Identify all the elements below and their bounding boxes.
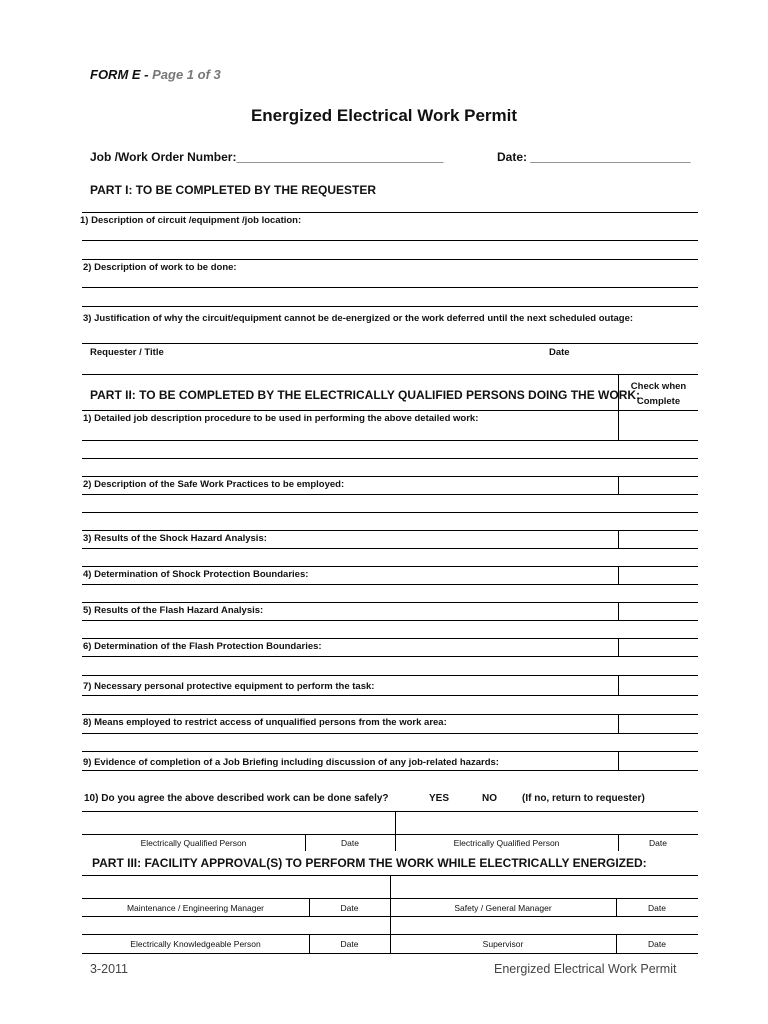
divider xyxy=(82,656,698,657)
divider xyxy=(82,638,698,639)
divider xyxy=(82,306,698,307)
page-indicator: Page 1 of 3 xyxy=(152,67,221,82)
divider xyxy=(82,751,698,752)
check-column-border xyxy=(618,675,619,695)
form-id: FORM E xyxy=(90,67,141,82)
part2-item-6: 6) Determination of the Flash Protection Boundaries: xyxy=(83,641,322,652)
knowledgeable-person-date-label: Date xyxy=(340,939,359,949)
check-column-border xyxy=(618,476,619,494)
check-column-border xyxy=(618,638,619,656)
page-title: Energized Electrical Work Permit xyxy=(250,106,518,125)
part1-item-2: 2) Description of work to be done: xyxy=(83,262,237,273)
divider xyxy=(82,287,698,288)
part2-item-3: 3) Results of the Shock Hazard Analysis: xyxy=(83,533,267,544)
part2-item-7: 7) Necessary personal protective equipment to perform the task: xyxy=(83,681,375,692)
divider xyxy=(82,212,698,213)
maintenance-manager-date-label: Date xyxy=(340,903,359,913)
part2-heading: PART II: TO BE COMPLETED BY THE ELECTRICALLY QUALIFIED PERSONS DOING THE WORK: xyxy=(90,388,641,402)
part3-heading: PART III: FACILITY APPROVAL(S) TO PERFORM THE WORK WHILE ELECTRICALLY ENERGIZED: xyxy=(92,856,647,870)
check-column-border xyxy=(618,751,619,770)
check-column-border xyxy=(618,530,619,548)
footer-revision: 3-2011 xyxy=(90,962,128,976)
divider xyxy=(82,953,698,954)
form-header-separator: - xyxy=(140,67,153,82)
supervisor-label: Supervisor xyxy=(482,939,524,949)
part1-heading: PART I: TO BE COMPLETED BY THE REQUESTER xyxy=(90,183,377,197)
part1-item-3: 3) Justification of why the circuit/equipment cannot be de-energized or the work deferred until the next scheduled outage: xyxy=(83,313,634,324)
divider xyxy=(82,714,698,715)
yes-option[interactable]: YES xyxy=(429,793,450,804)
divider xyxy=(82,675,698,676)
check-header-line-2: Complete xyxy=(636,396,681,407)
check-column-border xyxy=(618,714,619,733)
divider xyxy=(82,240,698,241)
safety-manager-label: Safety / General Manager xyxy=(454,903,552,913)
date-field[interactable]: Date: ________________________ xyxy=(497,150,691,164)
qualified-person-2-date-label: Date xyxy=(649,838,667,848)
job-order-number-field[interactable]: Job /Work Order Number:_______________________________ xyxy=(90,150,444,164)
divider xyxy=(82,770,698,771)
qualified-person-1-label: Electrically Qualified Person xyxy=(140,838,247,848)
part2-item-2: 2) Description of the Safe Work Practices to be employed: xyxy=(83,479,345,490)
divider xyxy=(82,548,698,549)
supervisor-date-label: Date xyxy=(648,939,666,949)
form-header xyxy=(90,67,221,82)
divider xyxy=(82,566,698,567)
part2-item-8: 8) Means employed to restrict access of unqualified persons from the work area: xyxy=(83,717,447,728)
part2-item-10: 10) Do you agree the above described work can be done safely? xyxy=(84,793,389,804)
requester-date-label: Date xyxy=(549,347,570,358)
divider xyxy=(82,834,698,835)
divider xyxy=(82,512,698,513)
divider xyxy=(82,584,698,585)
qualified-person-2-label: Electrically Qualified Person xyxy=(453,838,560,848)
divider xyxy=(82,476,698,477)
divider xyxy=(82,602,698,603)
divider xyxy=(82,259,698,260)
part2-item-4: 4) Determination of Shock Protection Boundaries: xyxy=(83,569,309,580)
divider xyxy=(82,934,698,935)
divider xyxy=(82,494,698,495)
divider xyxy=(82,374,698,375)
check-column-border xyxy=(618,602,619,620)
divider xyxy=(82,410,698,411)
if-no-note: (If no, return to requester) xyxy=(522,793,645,804)
check-header-line-1: Check when xyxy=(630,381,687,392)
part2-item-9: 9) Evidence of completion of a Job Briefing including discussion of any job-related hazards: xyxy=(83,757,499,768)
divider xyxy=(82,695,698,696)
no-option[interactable]: NO xyxy=(482,793,497,804)
divider xyxy=(82,898,698,899)
requester-title-label: Requester / Title xyxy=(90,347,164,358)
divider xyxy=(82,733,698,734)
divider xyxy=(82,811,698,812)
divider xyxy=(82,530,698,531)
maintenance-manager-label: Maintenance / Engineering Manager xyxy=(126,903,265,913)
check-complete-header xyxy=(619,379,698,409)
footer-title: Energized Electrical Work Permit xyxy=(494,962,677,976)
divider xyxy=(82,458,698,459)
divider xyxy=(82,620,698,621)
divider xyxy=(82,440,698,441)
qualified-person-1-date-label: Date xyxy=(341,838,359,848)
safety-manager-date-label: Date xyxy=(648,903,666,913)
part1-item-1: 1) Description of circuit /equipment /job location: xyxy=(80,215,302,226)
part2-item-5: 5) Results of the Flash Hazard Analysis: xyxy=(83,605,264,616)
divider xyxy=(82,916,698,917)
part2-item-1: 1) Detailed job description procedure to be used in performing the above detailed work: xyxy=(83,413,479,424)
divider xyxy=(82,343,698,344)
check-column-border xyxy=(618,566,619,584)
knowledgeable-person-label: Electrically Knowledgeable Person xyxy=(130,939,261,949)
